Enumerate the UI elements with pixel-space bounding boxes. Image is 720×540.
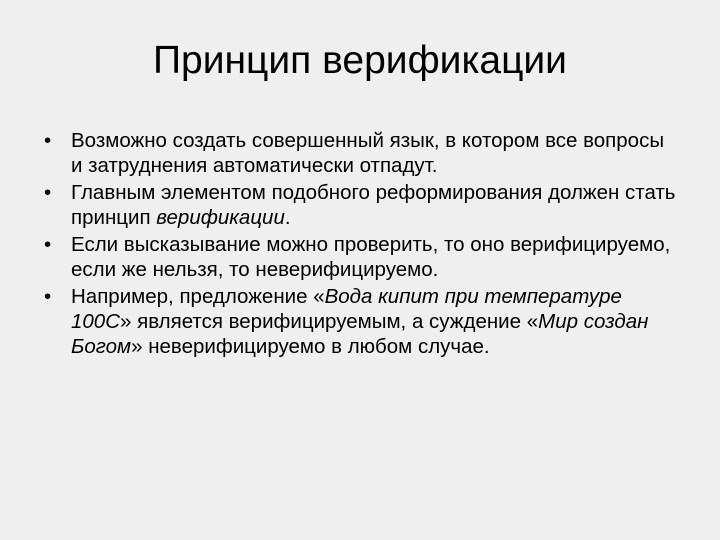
bullet-text-italic: верификации <box>156 206 285 229</box>
bullet-list <box>40 128 680 361</box>
bullet-text: Главным элементом подобного реформирования должен стать принцип <box>71 181 676 229</box>
slide-title: Принцип верификации <box>153 39 567 82</box>
bullet-text: Если высказывание можно проверить, то оно верифицируемо, если же нельзя, то неверифицируемо. <box>71 233 671 281</box>
bullet-item <box>40 284 680 359</box>
bullet-text: Возможно создать совершенный язык, в котором все вопросы и затруднения автоматически отпадут. <box>71 129 665 177</box>
bullet-text: » является верифицируемым, а суждение « <box>120 310 539 333</box>
bullet-item <box>40 128 680 178</box>
bullet-text: Например, предложение « <box>71 285 325 308</box>
bullet-text: » неверифицируемо в любом случае. <box>131 335 490 358</box>
bullet-icon: • <box>44 129 52 152</box>
bullet-text-italic: Вода кипит при температуре 100С <box>71 285 622 333</box>
bullet-icon: • <box>44 181 52 204</box>
bullet-text: . <box>284 206 291 229</box>
bullet-text-italic: Мир создан Богом <box>71 310 649 358</box>
bullet-item <box>40 180 680 230</box>
bullet-icon: • <box>44 285 52 308</box>
bullet-icon: • <box>44 233 52 256</box>
bullet-item <box>40 232 680 282</box>
